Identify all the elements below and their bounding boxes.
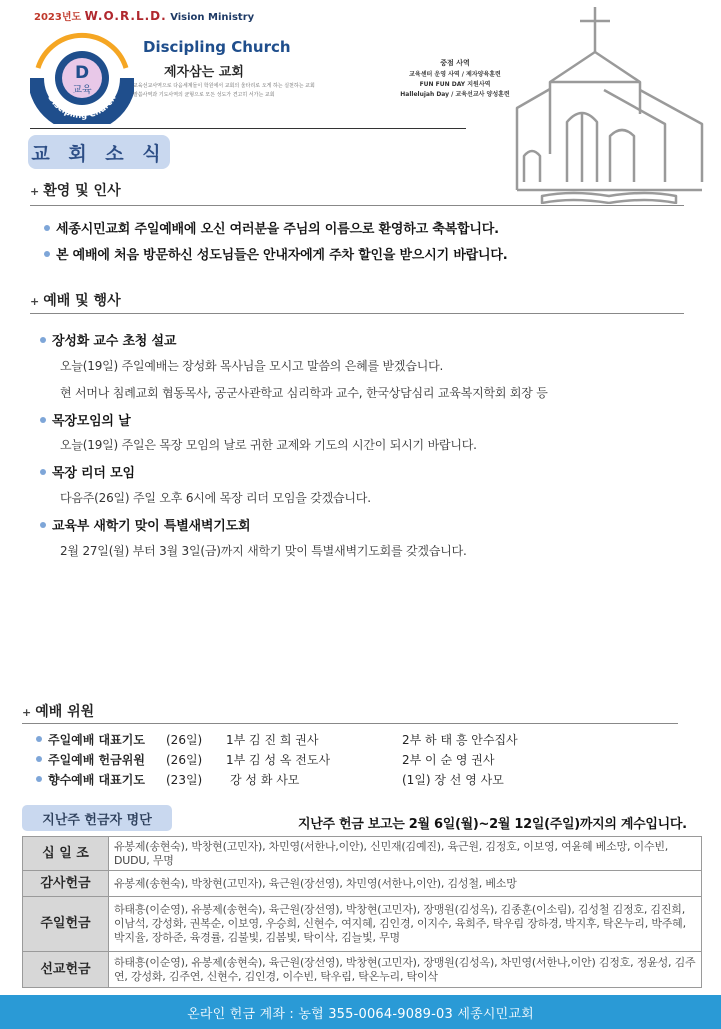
- section-divider: [30, 205, 684, 206]
- plus-icon: +: [30, 295, 40, 308]
- focus-item: Hallelujah Day / 교육선교사 양성훈련: [400, 91, 510, 98]
- offering-table: [22, 836, 702, 988]
- section-divider: [30, 313, 684, 314]
- plus-icon: +: [22, 706, 32, 719]
- section-welcome-heading: [30, 180, 121, 200]
- worship-first-service: 1부 김 진 희 권사: [226, 733, 319, 747]
- worship-second-service: 2부 이 순 영 권사: [402, 753, 495, 767]
- welcome-item: [44, 244, 508, 263]
- offering-category: 주일헌금: [23, 897, 109, 952]
- welcome-item-text: 본 예배에 처음 방문하신 성도님들은 안내자에게 주차 할인을 받으시기 바랍니다.: [56, 248, 508, 263]
- brand-title-en: Discipling Church: [143, 38, 291, 56]
- brand-description-line: 교육선교사역으로 다음세계들이 학원에서 교회의 울타리로 오게 하는 실천하는 교회: [133, 83, 315, 89]
- worship-date: (23일): [166, 773, 203, 787]
- event-title-text: 교육부 새학기 맞이 특별새벽기도회: [52, 519, 251, 534]
- event-title-text: 목장모임의 날: [52, 414, 131, 429]
- logo-letter: D: [74, 63, 90, 83]
- offering-list-label: 지난주 헌금자 명단: [22, 805, 172, 831]
- bullet-dot-icon: [40, 337, 46, 343]
- event-detail: 2월 27일(월) 부터 3월 3일(금)까지 새학기 맞이 특별새벽기도회를 갖겠습니다.: [60, 544, 467, 558]
- section-heading-text: 예배 위원: [35, 704, 95, 720]
- table-row: [23, 952, 702, 988]
- bullet-dot-icon: [40, 417, 46, 423]
- welcome-item-text: 세종시민교회 주일예배에 오신 여러분을 주님의 이름으로 환영하고 축복합니다.: [56, 222, 499, 237]
- bullet-dot-icon: [36, 756, 42, 762]
- event-detail: 오늘(19일) 주일예배는 장성화 목사님을 모시고 말씀의 은혜를 받겠습니다.: [60, 359, 444, 373]
- section-heading-text: 환영 및 인사: [43, 183, 121, 199]
- worship-second-service: (1일) 장 선 영 사모: [402, 773, 504, 787]
- bullet-dot-icon: [36, 736, 42, 742]
- world-text: W.O.R.L.D.: [84, 9, 167, 23]
- event-title-text: 장성화 교수 초청 설교: [52, 334, 177, 349]
- worship-staff-row: [36, 771, 504, 788]
- plus-icon: +: [30, 185, 40, 198]
- worship-date: (26일): [166, 733, 203, 747]
- offering-category: 십 일 조: [23, 837, 109, 871]
- church-building-icon: [512, 4, 707, 204]
- welcome-item: [44, 218, 499, 237]
- worship-staff-row: [36, 731, 518, 748]
- event-title: [40, 330, 176, 349]
- table-row: [23, 897, 702, 952]
- brand-title-ko: 제자삼는 교회: [164, 65, 244, 80]
- bullet-dot-icon: [36, 776, 42, 782]
- worship-role: 향수예배 대표기도: [48, 773, 145, 787]
- header-divider: [30, 128, 466, 129]
- offering-names: 하태흥(이순영), 유봉제(송현숙), 육근원(장선영), 박창현(고민자), 장맹원(김성옥), 김종훈(이소림), 김성철 김정호, 김진희, 이남석, 강성화, 권복순, 이보영, 우승희, 신현수, 여지혜, 김인경, 이지수, 육희주, 탁우림 장하경, 박지후, 탁온누리, 박주혜, 박지율, 장하준, 육경률, 김불빛, 김봄빛, 탁이삭, 김늘빛, 무명: [109, 897, 702, 952]
- section-worship-staff-heading: [22, 701, 94, 721]
- worship-role: 주일예배 헌금위원: [48, 753, 145, 767]
- online-offering-account: 온라인 헌금 계좌 : 농협 355-0064-9089-03 세종시민교회: [0, 995, 721, 1029]
- worship-date: (26일): [166, 753, 203, 767]
- worship-first-service: 1부 김 성 옥 전도사: [226, 753, 331, 767]
- event-detail: 현 서머나 침례교회 협동목사, 공군사관학교 심리학과 교수, 한국상담심리 교육복지학회 회장 등: [60, 386, 548, 400]
- offering-category: 감사헌금: [23, 871, 109, 897]
- offering-report-note: 지난주 헌금 보고는 2월 6일(월)~2월 12일(주일)까지의 계수입니다.: [298, 817, 687, 832]
- church-news-label: 교 회 소 식: [28, 135, 170, 169]
- event-detail: 다음주(26일) 주일 오후 6시에 목장 리더 모임을 갖겠습니다.: [60, 491, 371, 505]
- event-title-text: 목장 리더 모임: [52, 466, 135, 481]
- ministry-year-line: [34, 8, 254, 23]
- section-divider: [22, 723, 678, 724]
- bullet-dot-icon: [40, 469, 46, 475]
- logo-center-text: 교육: [72, 85, 92, 96]
- worship-staff-row: [36, 751, 494, 768]
- bullet-dot-icon: [40, 522, 46, 528]
- focus-item: FUN FUN DAY 지원사역: [419, 81, 491, 88]
- offering-category: 선교헌금: [23, 952, 109, 988]
- section-events-heading: [30, 290, 121, 310]
- focus-ministries: [384, 58, 526, 100]
- event-detail: 오늘(19일) 주일은 목장 모임의 날로 귀한 교제와 기도의 시간이 되시기 바랍니다.: [60, 438, 477, 452]
- offering-names: 유봉제(송현숙), 박창현(고민자), 차민영(서한나,이안), 신민재(김예진), 육근원, 김정호, 이보영, 여윤혜 베소망, 이수빈, DUDU, 무명: [109, 837, 702, 871]
- section-heading-text: 예배 및 행사: [43, 293, 121, 309]
- table-row: [23, 837, 702, 871]
- focus-heading: 중점 사역: [440, 59, 470, 67]
- brand-description: [133, 82, 338, 100]
- offering-names: 하태흥(이순영), 유봉제(송현숙), 육근원(장선영), 박창현(고민자), 장맹원(김성옥), 차민영(서한나,이안) 김정호, 정윤성, 김주연, 강성화, 김주연, 신현수, 김인경, 이수빈, 탁우림, 탁온누리, 탁이삭: [109, 952, 702, 988]
- bullet-dot-icon: [44, 251, 50, 257]
- year-text: 2023년도: [34, 12, 82, 23]
- event-title: [40, 515, 250, 534]
- offering-names: 유봉제(송현숙), 박창현(고민자), 육근원(장선영), 차민영(서한나,이안), 김성철, 베소망: [109, 871, 702, 897]
- worship-first-service: 강 성 화 사모: [230, 773, 300, 787]
- event-title: [40, 462, 135, 481]
- table-row: [23, 871, 702, 897]
- worship-second-service: 2부 하 태 흥 안수집사: [402, 733, 518, 747]
- worship-role: 주일예배 대표기도: [48, 733, 145, 747]
- vision-ministry-text: Vision Ministry: [170, 12, 255, 23]
- event-title: [40, 410, 130, 429]
- bullet-dot-icon: [44, 225, 50, 231]
- logo-ring-text: Discipling Church: [45, 93, 119, 122]
- church-logo: [30, 30, 134, 124]
- brand-description-line: 말씀사역과 기도사역의 균형으로 모든 성도가 견고히 서가는 교회: [133, 92, 275, 98]
- focus-item: 교육센터 운영 사역 / 제자양육훈련: [409, 71, 501, 78]
